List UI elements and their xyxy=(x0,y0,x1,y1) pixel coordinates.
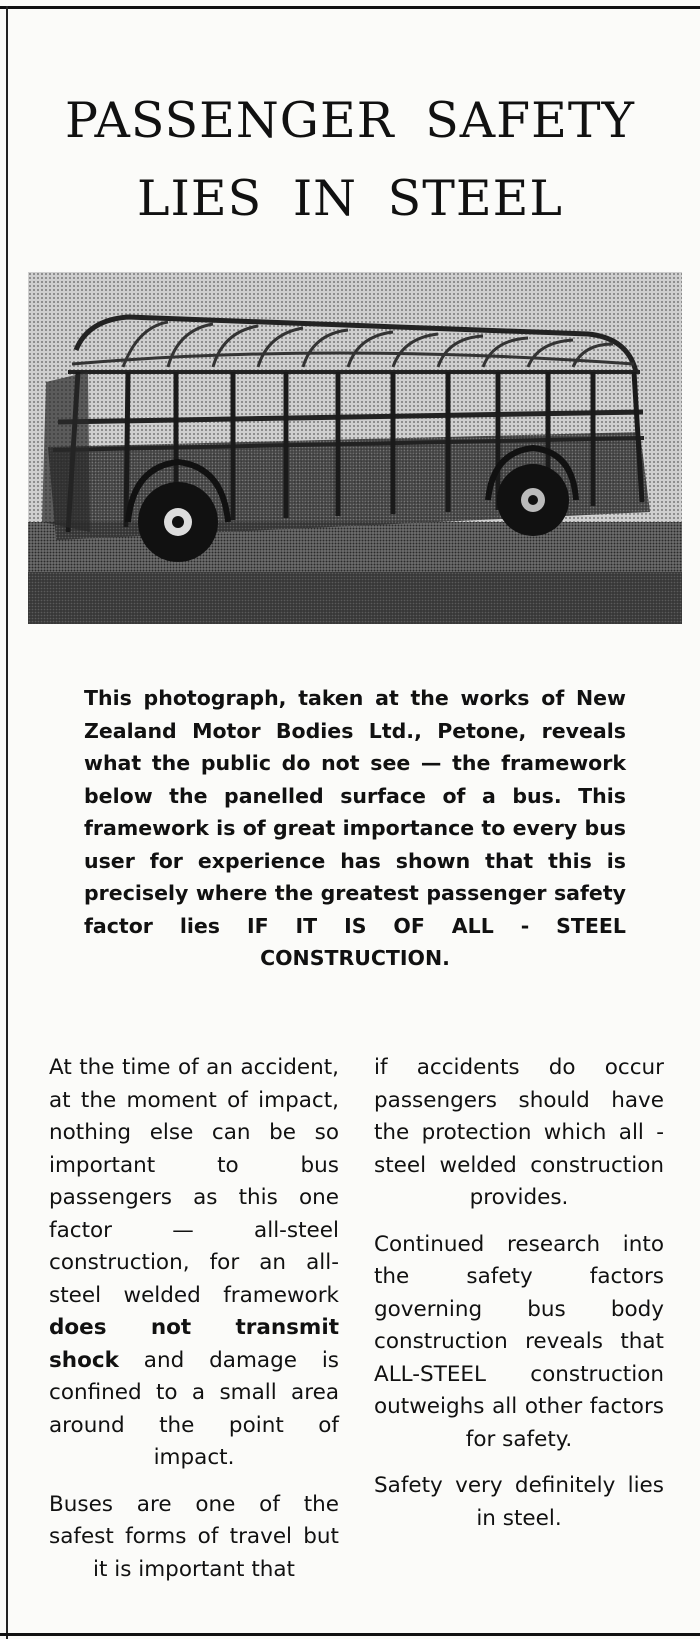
body-paragraph: Continued research into the safety factors governing bus body construction reveals that ALL-STEEL construction outweighs all other factors for safety. xyxy=(374,1231,664,1452)
body-paragraph: Safety very definitely lies in steel. xyxy=(374,1473,664,1531)
body-text: and damage is confined to a small area around the point of impact. xyxy=(49,1347,339,1470)
top-rule xyxy=(0,6,700,9)
headline-line-1: PASSENGER SAFETY xyxy=(65,92,635,149)
headline-line-2: LIES IN STEEL xyxy=(137,170,563,227)
body-column-left xyxy=(49,1052,339,1600)
photo-caption xyxy=(84,682,626,975)
headline xyxy=(20,82,680,238)
caption-text: This photograph, taken at the works of New Zealand Motor Bodies Ltd., Petone, reveals what the public do not see — the framework below the panelled surface of a bus. This framework is of great importance to every bus user for experience has shown that this is precisely where the greatest passenger safety factor lies xyxy=(84,686,626,938)
body-paragraph xyxy=(49,1052,339,1475)
body-paragraph: if accidents do occur passengers should have the protection which all - steel welded construction provides. xyxy=(374,1055,664,1210)
bus-framework-photo xyxy=(28,272,682,624)
body-emphasis: does not transmit shock xyxy=(49,1315,339,1373)
body-column-right xyxy=(374,1052,664,1549)
body-text: At the time of an accident, at the moment of impact, nothing else can be so important to bus passengers as this one factor — all-steel construction, for an all-steel welded framework xyxy=(49,1055,339,1308)
body-paragraph: Buses are one of the safest forms of travel but it is important that xyxy=(49,1491,339,1582)
bottom-rule xyxy=(0,1633,700,1636)
caption-emphasis: IF IT IS OF ALL - STEEL CONSTRUCTION. xyxy=(246,913,626,970)
left-rule xyxy=(6,6,8,1639)
